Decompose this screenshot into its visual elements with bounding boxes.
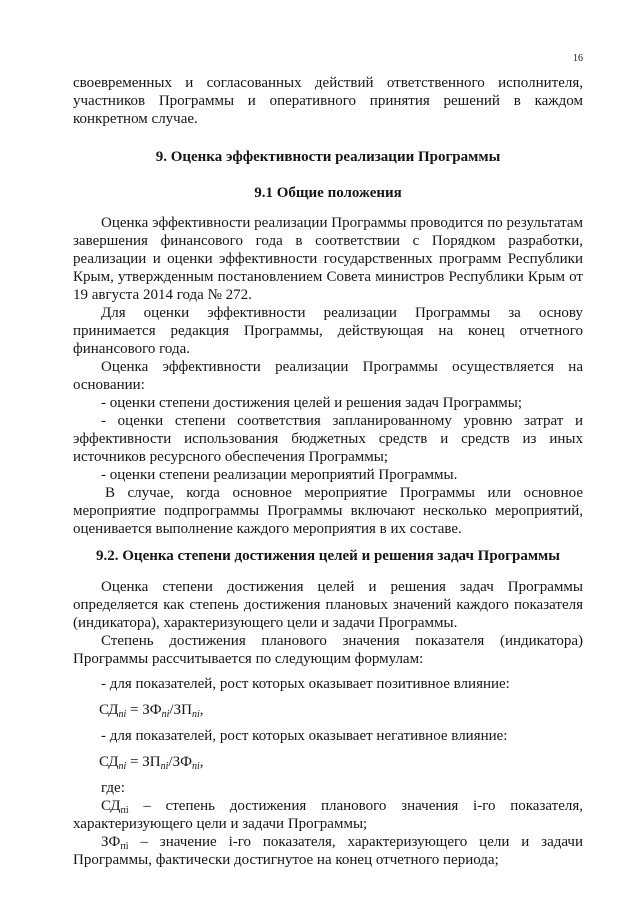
page-content bbox=[73, 74, 583, 869]
definition-sd: $СД_{пi}$ – степень достижения планового значения i-го показателя, характеризующего цели и задачи Программы; bbox=[73, 798, 583, 832]
paragraph-9-1-d: В случае, когда основное мероприятие Программы или основное мероприятие подпрограммы Программы включают несколько мероприятий, оценивается выполнение каждого мероприятия в их составе. bbox=[73, 485, 583, 537]
formula-positive: $СД_{пi} = ЗФ_{пi}/ЗП_{пi}$, bbox=[99, 702, 204, 720]
list-item-costs: - оценки степени соответствия запланированному уровню затрат и эффективности использования бюджетных средств и средств из иных источников ресурсного обеспечения Программы; bbox=[73, 413, 583, 465]
paragraph-9-1-a: Оценка эффективности реализации Программы проводится по результатам завершения финансового года в соответствии с Порядком разработки, реализации и оценки эффективности государственных программ Республики Крым, утвержденным постановлением Совета министров Республики Крым от 19 августа 2014 года № 272. bbox=[73, 215, 583, 303]
list-item-goals: - оценки степени достижения целей и решения задач Программы; bbox=[101, 395, 523, 411]
subsection-heading-9-2: 9.2. Оценка степени достижения целей и решения задач Программы bbox=[96, 548, 560, 564]
negative-indicator-label: - для показателей, рост которых оказывает негативное влияние: bbox=[101, 728, 508, 744]
subsection-heading-9-1: 9.1 Общие положения bbox=[254, 185, 402, 201]
intro-paragraph: своевременных и согласованных действий ответственного исполнителя, участников Программы и оперативного принятия решений в каждом конкретном случае. bbox=[73, 75, 583, 127]
section-heading-9: 9. Оценка эффективности реализации Программы bbox=[155, 149, 501, 165]
formula-negative: $СД_{пi} = ЗП_{пi}/ЗФ_{пi}$, bbox=[99, 754, 204, 772]
paragraph-9-2-a: Оценка степени достижения целей и решения задач Программы определяется как степень достижения плановых значений каждого показателя (индикатора), характеризующего цели и задачи Программы. bbox=[73, 579, 583, 631]
where-label: где: bbox=[101, 780, 125, 796]
definition-zf: $ЗФ_{пi}$ – значение i-го показателя, характеризующего цели и задачи Программы, фактически достигнутое на конец отчетного периода; bbox=[73, 834, 583, 868]
positive-indicator-label: - для показателей, рост которых оказывает позитивное влияние: bbox=[101, 676, 510, 692]
paragraph-9-2-b: Степень достижения планового значения показателя (индикатора) Программы рассчитывается по следующим формулам: bbox=[73, 633, 583, 667]
page-number: 16 bbox=[573, 53, 583, 64]
list-item-activities: - оценки степени реализации мероприятий Программы. bbox=[101, 467, 458, 483]
paragraph-9-1-b: Для оценки эффективности реализации Программы за основу принимается редакция Программы, действующая на конец отчетного финансового года. bbox=[73, 305, 583, 357]
paragraph-9-1-c: Оценка эффективности реализации Программы осуществляется на основании: bbox=[73, 359, 583, 393]
